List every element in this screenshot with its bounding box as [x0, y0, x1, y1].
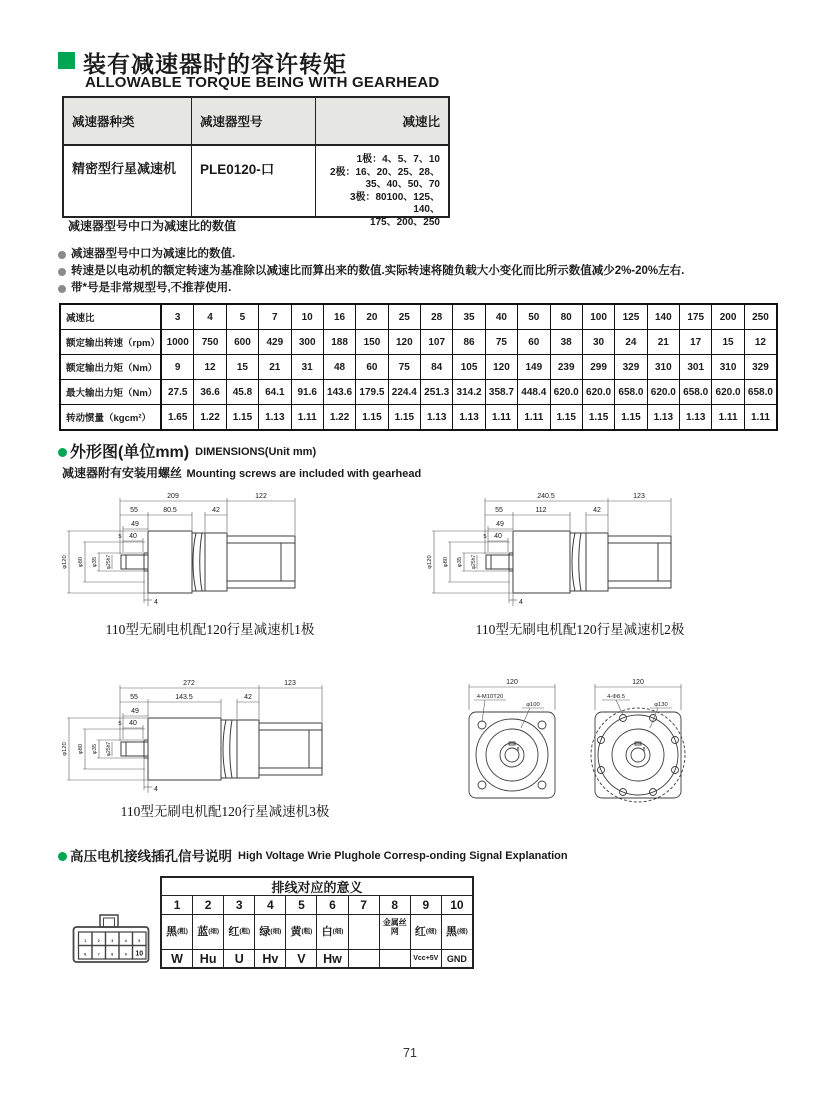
- spec-cell: 21: [258, 355, 290, 379]
- dim-offset: 4: [154, 786, 158, 793]
- spec-cell: 60: [355, 355, 387, 379]
- dim-dia-80: φ80: [78, 743, 84, 755]
- dimensions-subheading-en: Mounting screws are included with gearhead: [186, 468, 422, 480]
- spec-cell: 358.7: [485, 380, 517, 404]
- spec-cell: 20: [355, 305, 387, 329]
- dim-key: 8: [516, 747, 520, 753]
- spec-cell: 38: [550, 330, 582, 354]
- wiring-pins-row: [162, 896, 472, 915]
- wiring-table: [160, 876, 474, 969]
- spec-cell: 30: [582, 330, 614, 354]
- wire-color: 金属丝网: [379, 915, 410, 949]
- connector-pin: 10: [135, 950, 144, 958]
- col-header-ratio: 减速比: [402, 115, 440, 129]
- wire-color: 红 (粗): [223, 915, 254, 949]
- spec-cell: 1.15: [226, 405, 258, 429]
- page-title: 装有减速器时的容许转矩: [83, 51, 347, 77]
- col-header-type: 减速器种类: [64, 98, 192, 144]
- spec-row-max-torque: [61, 379, 776, 404]
- spec-cell: 75: [485, 330, 517, 354]
- spec-cell: 188: [323, 330, 355, 354]
- pin-number: 4: [254, 896, 285, 914]
- spec-cell: 91.6: [291, 380, 323, 404]
- signal-label: Hw: [316, 950, 347, 967]
- spec-cell: 1.13: [679, 405, 711, 429]
- dim-shaft-len: 40: [129, 533, 137, 540]
- notes-list: [58, 246, 684, 297]
- spec-cell: 80: [550, 305, 582, 329]
- dim-shaft-len: 40: [129, 720, 137, 727]
- wire-color: [348, 915, 379, 949]
- spec-cell: 1.11: [485, 405, 517, 429]
- spec-cell: 27.5: [161, 380, 193, 404]
- spec-cell: 658.0: [679, 380, 711, 404]
- wire-color: 黑 (细): [441, 915, 472, 949]
- dim-key: 8: [642, 747, 646, 753]
- spec-cell: 15: [226, 355, 258, 379]
- spec-cell: 100: [582, 305, 614, 329]
- spec-cell: 200: [711, 305, 743, 329]
- drawing-caption-3pole: 110型无刷电机配120行星减速机3极: [120, 804, 330, 819]
- spec-cell: 40: [485, 305, 517, 329]
- dim-shaft-len: 40: [494, 533, 502, 540]
- spec-cell: 1.15: [550, 405, 582, 429]
- green-square-icon: [58, 52, 75, 74]
- spec-cell: 310: [647, 355, 679, 379]
- spec-cell: 1.15: [614, 405, 646, 429]
- spec-cell: 1.11: [744, 405, 776, 429]
- dim-total: 209: [167, 493, 179, 500]
- dim-flange-width: 120: [506, 679, 518, 686]
- signal-label: [379, 950, 410, 967]
- dim-step: 5: [118, 721, 122, 727]
- dim-front: 55: [495, 507, 503, 514]
- bullet-icon: [58, 251, 66, 259]
- gearhead-series: 精密型行星减速机: [64, 146, 192, 216]
- spec-cell: 251.3: [420, 380, 452, 404]
- wiring-signals-row: [162, 950, 472, 967]
- signal-label: Hu: [192, 950, 223, 967]
- page-title-en: ALLOWABLE TORQUE BEING WITH GEARHEAD: [85, 74, 440, 91]
- dim-dia-80: φ80: [78, 556, 84, 568]
- spec-cell: 1.11: [291, 405, 323, 429]
- bullet-icon: [58, 285, 66, 293]
- spec-cell: 448.4: [517, 380, 549, 404]
- signal-label: W: [171, 951, 183, 966]
- dim-mid: 143.5: [175, 694, 193, 701]
- pin-number: 7: [348, 896, 379, 914]
- dim-shaft-assy: 49: [131, 708, 139, 715]
- note-item: 转速是以电动机的额定转速为基准除以减速比而算出来的数值.实际转速将随负载大小变化而比所示数值减少2%-20%左右.: [58, 263, 684, 280]
- wiring-heading-en: High Voltage Wrie Plughole Corresp-onding Signal Explanation: [238, 850, 568, 862]
- dim-dia-120: φ120: [427, 555, 433, 569]
- spec-cell: 620.0: [647, 380, 679, 404]
- connector-pin: 3: [111, 939, 114, 943]
- spec-cell: 429: [258, 330, 290, 354]
- spec-cell: 24: [614, 330, 646, 354]
- spec-row-label: 额定输出力矩（Nm）: [61, 355, 161, 379]
- dim-rear: 123: [284, 680, 296, 687]
- spec-cell: 125: [614, 305, 646, 329]
- pin-number: 5: [285, 896, 316, 914]
- pin-number: 3: [223, 896, 254, 914]
- spec-cell: 3: [161, 305, 193, 329]
- dim-bolt-circle: φ100: [526, 702, 540, 708]
- drawing-caption-1pole: 110型无刷电机配120行星减速机1极: [105, 622, 315, 637]
- spec-cell: 300: [291, 330, 323, 354]
- dim-bolt-circle: φ130: [654, 702, 668, 708]
- wire-color: 白 (细): [316, 915, 347, 949]
- spec-cell: 1.15: [582, 405, 614, 429]
- spec-cell: 60: [517, 330, 549, 354]
- wire-color: 绿 (细): [254, 915, 285, 949]
- spec-cell: 658.0: [614, 380, 646, 404]
- dim-dia-120: φ120: [62, 742, 68, 756]
- spec-cell: 16: [323, 305, 355, 329]
- spec-cell: 64.1: [258, 380, 290, 404]
- pin-number: 8: [379, 896, 410, 914]
- spec-cell: 25: [388, 305, 420, 329]
- dim-dia-35: φ35: [92, 743, 98, 755]
- note-item: 带*号是非常规型号,不推荐使用.: [58, 280, 684, 297]
- spec-cell: 9: [161, 355, 193, 379]
- gearhead-ratios: 1极：4、5、7、10 2极：16、20、25、28、 35、40、50、70 3极：80100、125、140、 175、200、250: [329, 154, 440, 228]
- dimensions-subheading: [62, 464, 421, 482]
- dim-offset: 4: [154, 599, 158, 606]
- dimensions-heading: [58, 444, 316, 461]
- spec-cell: 15: [711, 330, 743, 354]
- dim-dia-80: φ80: [443, 556, 449, 568]
- pin-number: 1: [173, 898, 181, 912]
- dim-step: 5: [118, 534, 122, 540]
- gearhead-model: PLE0120-口: [192, 146, 316, 216]
- spec-cell: 10: [291, 305, 323, 329]
- spec-cell: 107: [420, 330, 452, 354]
- spec-cell: 750: [193, 330, 225, 354]
- dim-dia-shaft: φ25h7: [106, 554, 112, 570]
- spec-cell: 120: [388, 330, 420, 354]
- page-number: 71: [403, 1046, 417, 1060]
- green-bullet-icon: [58, 448, 67, 457]
- side-view-drawing-3pole: [55, 675, 340, 815]
- dim-motor: 42: [212, 507, 220, 514]
- spec-cell: 1.11: [711, 405, 743, 429]
- dim-front: 55: [130, 507, 138, 514]
- wiring-heading: [58, 848, 568, 865]
- dim-hole-spec: 4-M10T20: [476, 694, 504, 700]
- dim-total: 272: [183, 680, 195, 687]
- spec-row-ratio: [61, 305, 776, 329]
- spec-cell: 250: [744, 305, 776, 329]
- side-view-drawing-1pole: [55, 488, 320, 628]
- spec-cell: 1.22: [193, 405, 225, 429]
- pin-number: 6: [316, 896, 347, 914]
- spec-cell: 620.0: [711, 380, 743, 404]
- dim-offset: 4: [519, 599, 523, 606]
- spec-cell: 1.15: [355, 405, 387, 429]
- signal-label: U: [223, 950, 254, 967]
- spec-cell: 301: [679, 355, 711, 379]
- wiring-table-title: 排线对应的意义: [162, 878, 472, 896]
- note-item: 减速器型号中口为减速比的数值.: [58, 246, 684, 263]
- spec-cell: 299: [582, 355, 614, 379]
- dimensions-subheading-zh: 减速器附有安装用螺丝: [62, 466, 183, 480]
- spec-row-torque: [61, 354, 776, 379]
- signal-label: Vcc+5V: [410, 950, 441, 967]
- dim-total: 240.5: [537, 493, 555, 500]
- spec-row-label: 转动惯量（kgcm²）: [61, 405, 161, 429]
- connector-pin: 9: [124, 952, 127, 957]
- spec-cell: 140: [647, 305, 679, 329]
- signal-label: GND: [441, 950, 472, 967]
- dim-mid: 80.5: [163, 507, 177, 514]
- spec-cell: 35: [452, 305, 484, 329]
- dim-dia-35: φ35: [92, 556, 98, 568]
- spec-cell: 143.6: [323, 380, 355, 404]
- dim-motor: 42: [244, 694, 252, 701]
- wire-color: 黄 (粗): [285, 915, 316, 949]
- spec-cell: 1.11: [517, 405, 549, 429]
- spec-cell: 620.0: [582, 380, 614, 404]
- signal-label: Hv: [254, 950, 285, 967]
- connector-pin: 6: [84, 952, 87, 957]
- spec-cell: 48: [323, 355, 355, 379]
- wire-color: 蓝 (细): [192, 915, 223, 949]
- bullet-icon: [58, 268, 66, 276]
- connector-pin: 4: [124, 939, 127, 943]
- spec-cell: 4: [193, 305, 225, 329]
- spec-cell: 21: [647, 330, 679, 354]
- drawing-caption-2pole: 110型无刷电机配120行星减速机2极: [475, 622, 685, 637]
- spec-cell: 105: [452, 355, 484, 379]
- connector-pin: 7: [97, 952, 100, 957]
- spec-cell: 149: [517, 355, 549, 379]
- connector-pin: 2: [97, 939, 100, 943]
- dim-flange-width: 120: [632, 679, 644, 686]
- dimensions-heading-zh: 外形图(单位mm): [70, 444, 190, 461]
- spec-cell: 45.8: [226, 380, 258, 404]
- dim-dia-shaft: φ25h7: [106, 741, 112, 757]
- spec-cell: 84: [420, 355, 452, 379]
- connector-pin: 5: [138, 939, 141, 943]
- side-view-drawing-2pole: [420, 488, 688, 628]
- spec-cell: 120: [485, 355, 517, 379]
- spec-cell: 658.0: [744, 380, 776, 404]
- spec-row-label: 最大输出力矩（Nm）: [61, 380, 161, 404]
- dim-mid: 112: [535, 507, 547, 514]
- dim-rear: 123: [633, 493, 645, 500]
- dim-shaft-assy: 49: [131, 521, 139, 528]
- spec-cell: 329: [744, 355, 776, 379]
- spec-cell: 12: [744, 330, 776, 354]
- spec-cell: 224.4: [388, 380, 420, 404]
- dim-dia-120: φ120: [62, 555, 68, 569]
- spec-cell: 1000: [161, 330, 193, 354]
- green-bullet-icon: [58, 852, 67, 861]
- connector-pin: 1: [84, 939, 87, 943]
- dim-shaft-assy: 49: [496, 521, 504, 528]
- front-view-flange-1: [452, 672, 577, 804]
- dim-step: 5: [483, 534, 487, 540]
- spec-cell: 86: [452, 330, 484, 354]
- dimensions-heading-en: DIMENSIONS(Unit mm): [195, 446, 317, 458]
- connector-pin: 8: [111, 952, 114, 957]
- wiring-colors-row: [162, 915, 472, 950]
- spec-cell: 314.2: [452, 380, 484, 404]
- signal-label: [348, 950, 379, 967]
- spec-cell: 329: [614, 355, 646, 379]
- spec-cell: 50: [517, 305, 549, 329]
- dim-rear: 122: [255, 493, 267, 500]
- spec-cell: 179.5: [355, 380, 387, 404]
- spec-cell: 12: [193, 355, 225, 379]
- spec-cell: 1.13: [452, 405, 484, 429]
- spec-cell: 28: [420, 305, 452, 329]
- spec-cell: 75: [388, 355, 420, 379]
- spec-cell: 150: [355, 330, 387, 354]
- spec-cell: 1.22: [323, 405, 355, 429]
- front-view-flange-2: [578, 672, 703, 804]
- spec-cell: 1.15: [388, 405, 420, 429]
- spec-table: [59, 303, 778, 431]
- wire-color: 黑 (粗): [166, 926, 188, 938]
- spec-cell: 17: [679, 330, 711, 354]
- spec-cell: 1.13: [258, 405, 290, 429]
- gearhead-table-caption: 减速器型号中口为减速比的数值: [68, 219, 237, 233]
- spec-row-label: 减速比: [61, 305, 161, 329]
- dim-hole-spec: 4-Φ8.5: [607, 694, 625, 700]
- spec-cell: 310: [711, 355, 743, 379]
- spec-row-speed: [61, 329, 776, 354]
- spec-cell: 1.13: [647, 405, 679, 429]
- spec-cell: 36.6: [193, 380, 225, 404]
- connector-plug-diagram: [72, 912, 150, 964]
- wiring-heading-zh: 高压电机接线插孔信号说明: [70, 849, 232, 864]
- spec-row-label: 额定输出转速（rpm）: [61, 330, 161, 354]
- spec-cell: 239: [550, 355, 582, 379]
- col-header-model: 减速器型号: [192, 98, 316, 144]
- gearhead-table-header: [64, 98, 448, 146]
- signal-label: V: [285, 950, 316, 967]
- spec-cell: 5: [226, 305, 258, 329]
- spec-cell: 1.65: [161, 405, 193, 429]
- spec-row-inertia: [61, 404, 776, 429]
- dim-dia-35: φ35: [457, 556, 463, 568]
- spec-cell: 7: [258, 305, 290, 329]
- spec-cell: 600: [226, 330, 258, 354]
- spec-cell: 175: [679, 305, 711, 329]
- pin-number: 9: [410, 896, 441, 914]
- spec-cell: 620.0: [550, 380, 582, 404]
- pin-number: 2: [192, 896, 223, 914]
- spec-cell: 31: [291, 355, 323, 379]
- spec-cell: 1.13: [420, 405, 452, 429]
- dim-dia-shaft: φ25h7: [471, 554, 477, 570]
- dim-front: 55: [130, 694, 138, 701]
- dim-motor: 42: [593, 507, 601, 514]
- pin-number: 10: [441, 896, 472, 914]
- wire-color: 红 (细): [410, 915, 441, 949]
